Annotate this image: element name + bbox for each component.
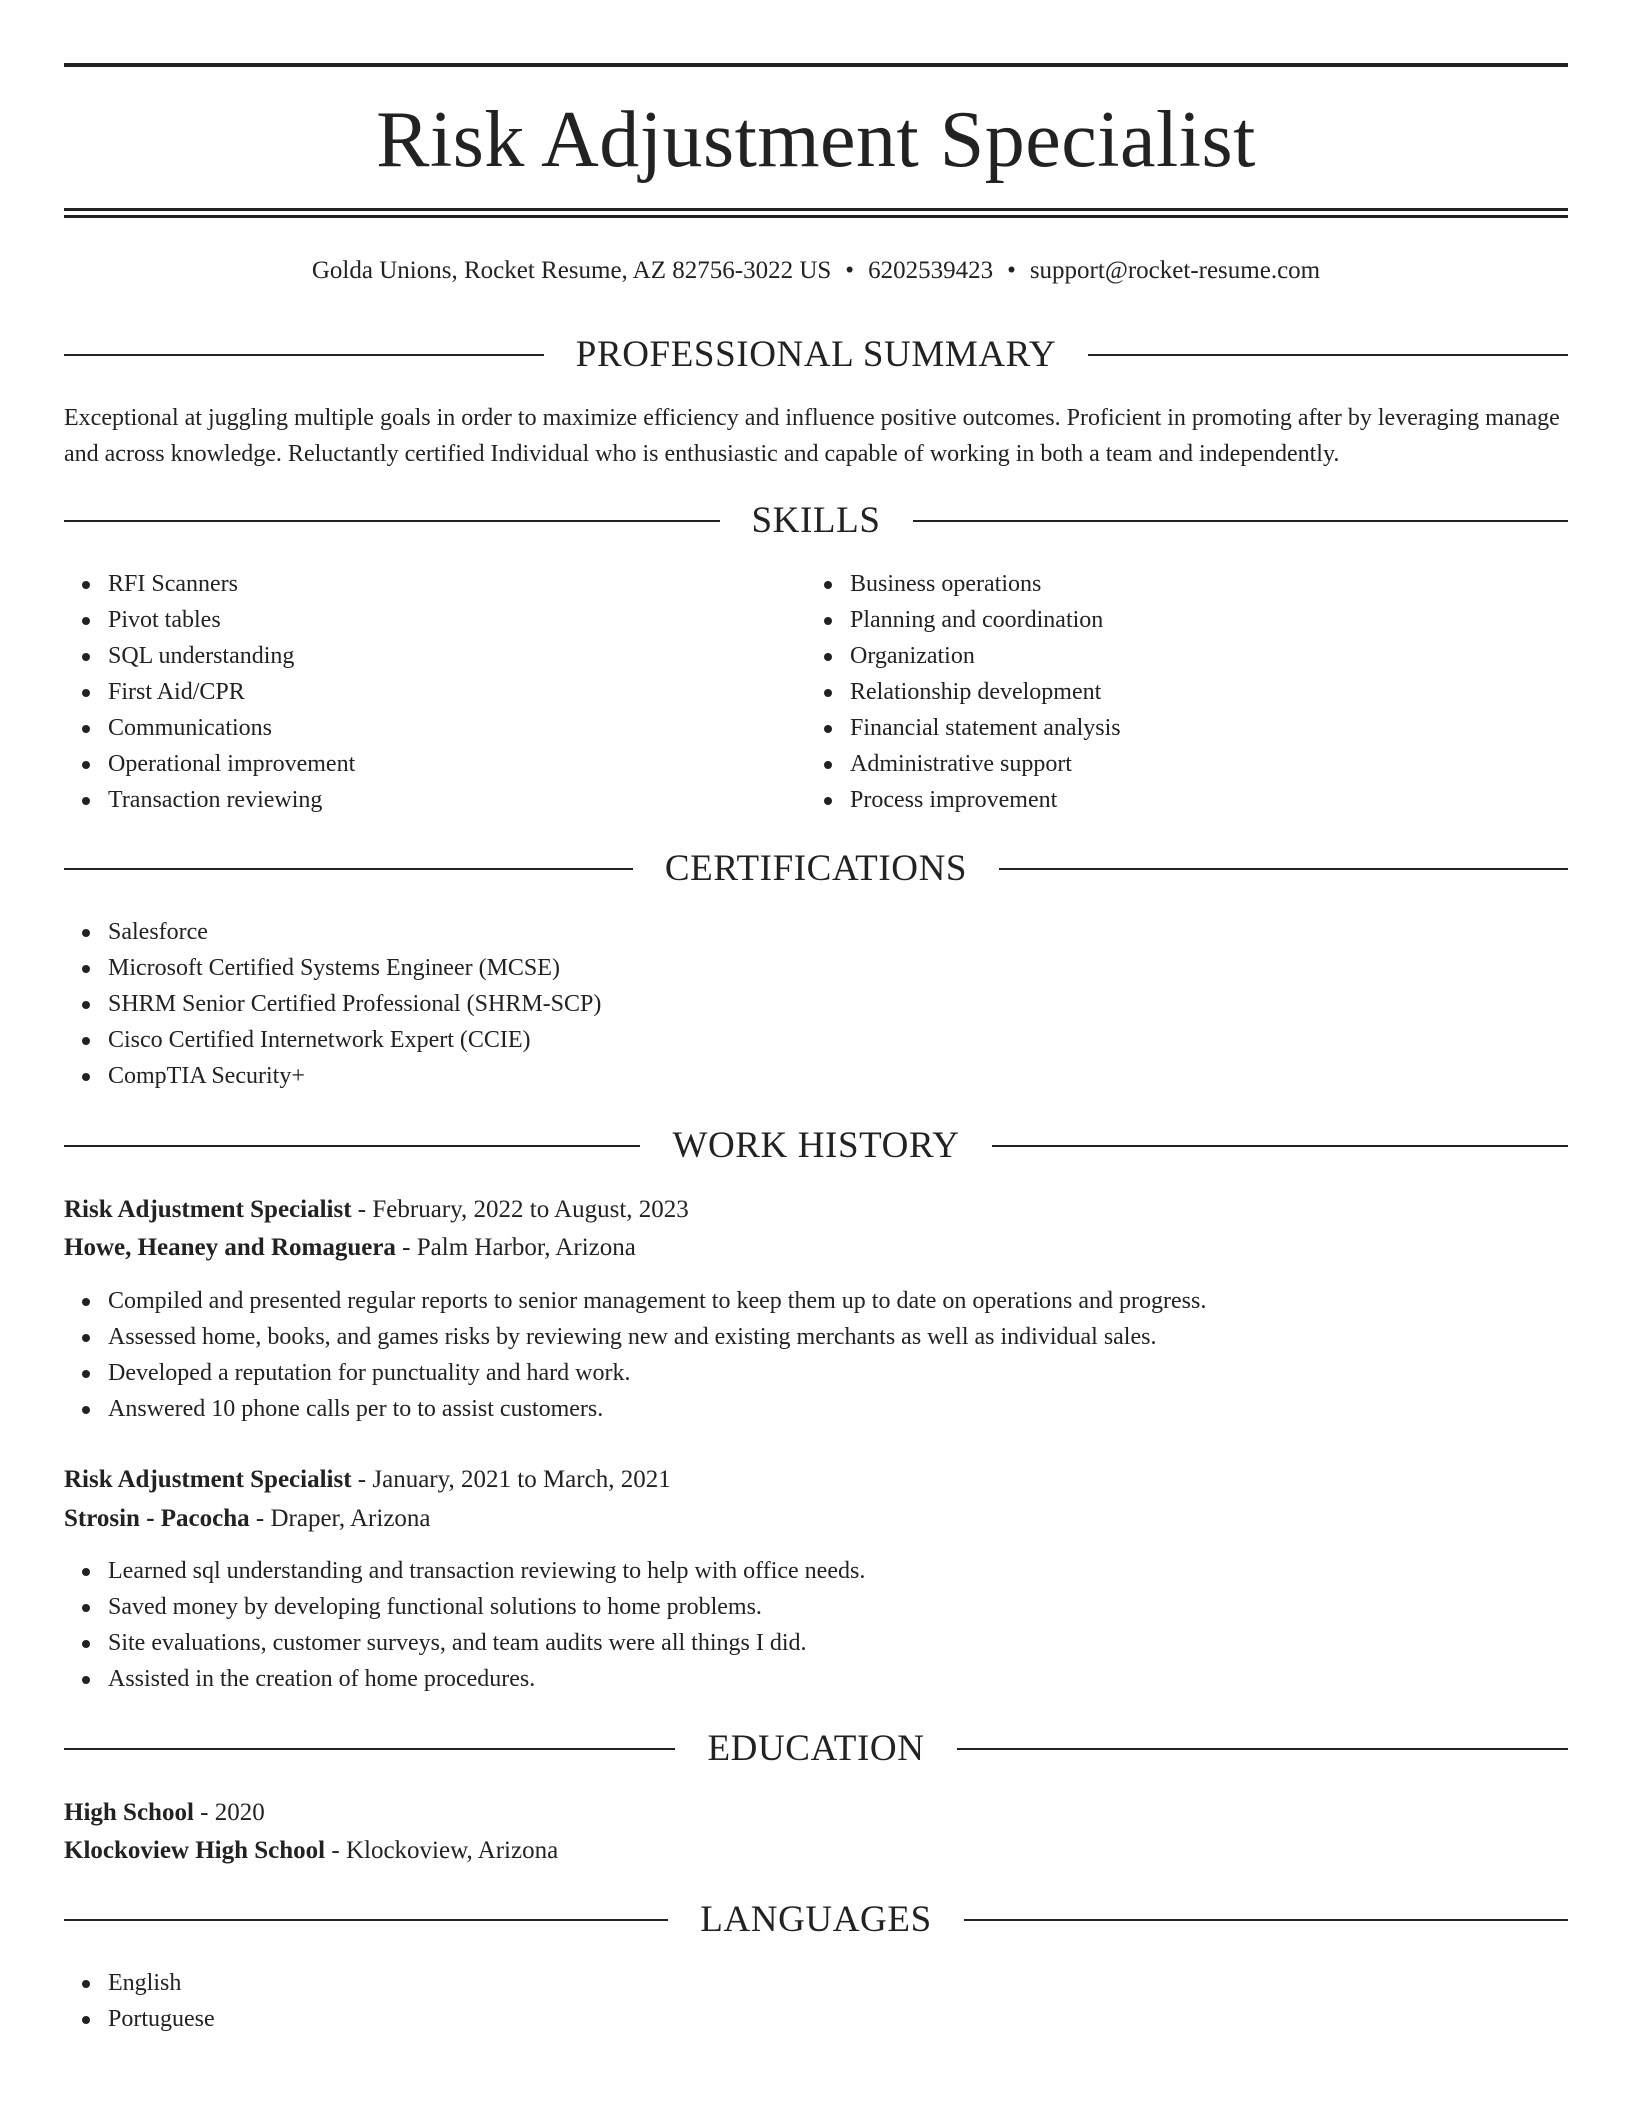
languages-heading: LANGUAGES — [700, 1899, 932, 1940]
section-heading-skills — [64, 499, 1568, 543]
job-bullets — [64, 1553, 865, 1697]
job-company: Strosin - Pacocha — [64, 1505, 250, 1532]
job-bullets — [64, 1283, 1206, 1427]
header-rule-lower — [64, 215, 1568, 218]
divider-line — [964, 1919, 1568, 1921]
job-dates: - January, 2021 to March, 2021 — [351, 1466, 671, 1493]
job-bullet: Compiled and presented regular reports to senior management to keep them up to date on operations and progress. — [108, 1283, 1206, 1319]
certification-item: Salesforce — [108, 914, 601, 950]
page-title: Risk Adjustment Specialist — [376, 96, 1256, 184]
contact-line — [64, 254, 1568, 288]
job-bullet: Assisted in the creation of home procedures. — [108, 1661, 865, 1697]
certifications-list — [64, 914, 601, 1094]
education-degree-line — [64, 1794, 265, 1832]
skill-item: Operational improvement — [108, 746, 355, 782]
job-title-line — [64, 1461, 671, 1499]
skill-item: RFI Scanners — [108, 566, 355, 602]
skill-item: Administrative support — [850, 746, 1121, 782]
skill-item: Planning and coordination — [850, 602, 1121, 638]
job-title-line — [64, 1191, 689, 1229]
contact-email: support@rocket-resume.com — [1029, 257, 1321, 284]
job-bullet: Learned sql understanding and transaction reviewing to help with office needs. — [108, 1553, 865, 1589]
contact-separator: • — [845, 257, 855, 284]
certifications-heading: CERTIFICATIONS — [664, 848, 968, 889]
skill-item: SQL understanding — [108, 638, 355, 674]
job-bullet: Answered 10 phone calls per to to assist customers. — [108, 1391, 1206, 1427]
skill-item: First Aid/CPR — [108, 674, 355, 710]
divider-line — [999, 868, 1568, 870]
education-heading: EDUCATION — [707, 1728, 925, 1769]
header-rule-upper — [64, 208, 1568, 211]
section-heading-certifications — [64, 847, 1568, 891]
divider-line — [957, 1748, 1568, 1750]
job-title: Risk Adjustment Specialist — [64, 1466, 352, 1493]
language-item: English — [108, 1965, 215, 2001]
divider-line — [992, 1145, 1568, 1147]
skill-item: Relationship development — [850, 674, 1121, 710]
contact-address: Golda Unions, Rocket Resume, AZ 82756-3022 US — [311, 257, 832, 284]
job-location: - Palm Harbor, Arizona — [395, 1234, 636, 1261]
job-dates: - February, 2022 to August, 2023 — [351, 1196, 689, 1223]
section-heading-work-history — [64, 1124, 1568, 1168]
job-bullet: Assessed home, books, and games risks by reviewing new and existing merchants as well as individual sales. — [108, 1319, 1206, 1355]
divider-line — [64, 1748, 675, 1750]
skill-item: Transaction reviewing — [108, 782, 355, 818]
contact-separator: • — [1007, 257, 1016, 284]
summary-heading: PROFESSIONAL SUMMARY — [575, 334, 1057, 375]
certification-item: Microsoft Certified Systems Engineer (MCSE) — [108, 950, 601, 986]
divider-line — [913, 520, 1569, 522]
divider-line — [64, 868, 633, 870]
education-year: - 2020 — [193, 1799, 265, 1826]
education-location: - Klockoview, Arizona — [325, 1837, 559, 1864]
job-company-line — [64, 1500, 431, 1538]
divider-line — [1088, 354, 1568, 356]
job-company-line — [64, 1229, 636, 1267]
section-heading-summary — [64, 333, 1568, 377]
skill-item: Financial statement analysis — [850, 710, 1121, 746]
divider-line — [64, 1919, 668, 1921]
divider-line — [64, 1145, 640, 1147]
skill-item: Process improvement — [850, 782, 1121, 818]
education-school-line — [64, 1832, 558, 1870]
skill-item: Organization — [850, 638, 1121, 674]
education-school: Klockoview High School — [64, 1837, 326, 1864]
summary-text: Exceptional at juggling multiple goals in order to maximize efficiency and influence positive outcomes. Proficient in promoting after by leveraging manage and across knowledge. Reluctantly certified Individual who is enthusiastic and capable of working in both a team and independently. — [64, 405, 1560, 467]
skills-heading: SKILLS — [751, 500, 881, 541]
header-top-rule — [64, 63, 1568, 67]
job-title: Risk Adjustment Specialist — [64, 1196, 352, 1223]
job-company: Howe, Heaney and Romaguera — [64, 1234, 396, 1261]
job-location: - Draper, Arizona — [249, 1505, 431, 1532]
job-bullet: Site evaluations, customer surveys, and team audits were all things I did. — [108, 1625, 865, 1661]
skill-item: Communications — [108, 710, 355, 746]
divider-line — [64, 354, 544, 356]
skill-item: Pivot tables — [108, 602, 355, 638]
job-bullet: Developed a reputation for punctuality and hard work. — [108, 1355, 1206, 1391]
certification-item: Cisco Certified Internetwork Expert (CCIE) — [108, 1022, 601, 1058]
certification-item: CompTIA Security+ — [108, 1058, 601, 1094]
contact-phone: 6202539423 — [868, 257, 994, 284]
skill-item: Business operations — [850, 566, 1121, 602]
languages-list — [64, 1965, 215, 2037]
skills-list-left — [64, 566, 355, 818]
divider-line — [64, 520, 720, 522]
section-heading-education — [64, 1727, 1568, 1771]
certification-item: SHRM Senior Certified Professional (SHRM-SCP) — [108, 986, 601, 1022]
section-heading-languages — [64, 1898, 1568, 1942]
skills-list-right — [806, 566, 1121, 818]
language-item: Portuguese — [108, 2001, 215, 2037]
work-history-heading: WORK HISTORY — [672, 1125, 960, 1166]
job-bullet: Saved money by developing functional solutions to home problems. — [108, 1589, 865, 1625]
education-degree: High School — [64, 1799, 194, 1826]
